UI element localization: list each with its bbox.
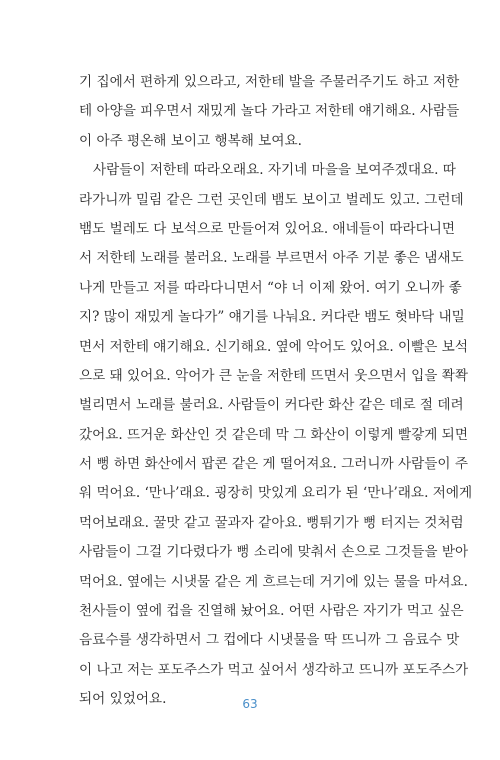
page-number: 63	[242, 697, 258, 711]
text-line: 지? 많이 재밌게 놀다가” 얘기를 나눠요. 커다란 뱀도 혓바닥 내밀	[79, 309, 465, 326]
text-line: 으로 돼 있어요. 악어가 큰 눈을 저한테 뜨면서 웃으면서 입을 쫙쫙	[79, 367, 468, 384]
text-line: 먹어보래요. 꿀맛 같고 꿀과자 같아요. 뻥튀기가 뻥 터지는 것처럼	[79, 514, 464, 531]
text-line: 천사들이 옆에 컵을 진열해 놨어요. 어떤 사람은 자기가 먹고 싶은	[79, 603, 464, 620]
text-line: 벌리면서 노래를 불러요. 사람들이 커다란 화산 같은 데로 절 데려	[79, 397, 464, 414]
text-line: 서 뻥 하면 화산에서 팝콘 같은 게 떨어져요. 그러니까 사람들이 주	[79, 456, 468, 473]
text-line: 기 집에서 편하게 있으라고, 저한테 발을 주물러주기도 하고 저한	[79, 74, 460, 90]
text-line: 먹어요. 옆에는 시냇물 같은 게 흐르는데 거기에 있는 물을 마셔요.	[79, 573, 468, 590]
text-line: 워 먹어요. ‘만나’래요. 굉장히 맛있게 요리가 된 ‘만나’래요. 저에게	[79, 485, 473, 502]
text-line: 라가니까 밀림 같은 그런 곳인데 뱀도 보이고 벌레도 있고. 그런데	[79, 191, 464, 208]
text-line: 갔어요. 뜨거운 화산인 것 같은데 막 그 화산이 이렇게 빨갛게 되면	[79, 426, 468, 443]
text-line: 사람들이 그걸 기다렸다가 뻥 소리에 맞춰서 손으로 그것들을 받아	[79, 544, 469, 561]
text-line: 사람들이 저한테 따라오래요. 자기네 마을을 보여주겠대요. 따	[93, 162, 456, 179]
text-line: 이 나고 저는 포도주스가 먹고 싶어서 생각하고 뜨니까 포도주스가	[79, 661, 469, 678]
text-line: 이 아주 평온해 보이고 행복해 보여요.	[79, 132, 302, 149]
body-text	[79, 68, 473, 715]
text-line: 면서 저한테 얘기해요. 신기해요. 옆에 악어도 있어요. 이빨은 보석	[79, 338, 468, 355]
text-line: 나게 만들고 저를 따라다니면서 “야 너 이제 왔어. 여기 오니까 좋	[79, 279, 462, 296]
text-line: 음료수를 생각하면서 그 컵에다 시냇물을 딱 뜨니까 그 음료수 맛	[79, 632, 460, 649]
text-line: 서 저한테 노래를 불러요. 노래를 부르면서 아주 기분 좋은 냄새도	[79, 250, 464, 267]
text-line: 되어 있었어요.	[79, 691, 167, 708]
text-line: 뱀도 벌레도 다 보석으로 만들어져 있어요. 애네들이 따라다니면	[79, 220, 455, 237]
text-line: 테 아양을 피우면서 재밌게 놀다 가라고 저한테 얘기해요. 사람들	[79, 103, 460, 120]
